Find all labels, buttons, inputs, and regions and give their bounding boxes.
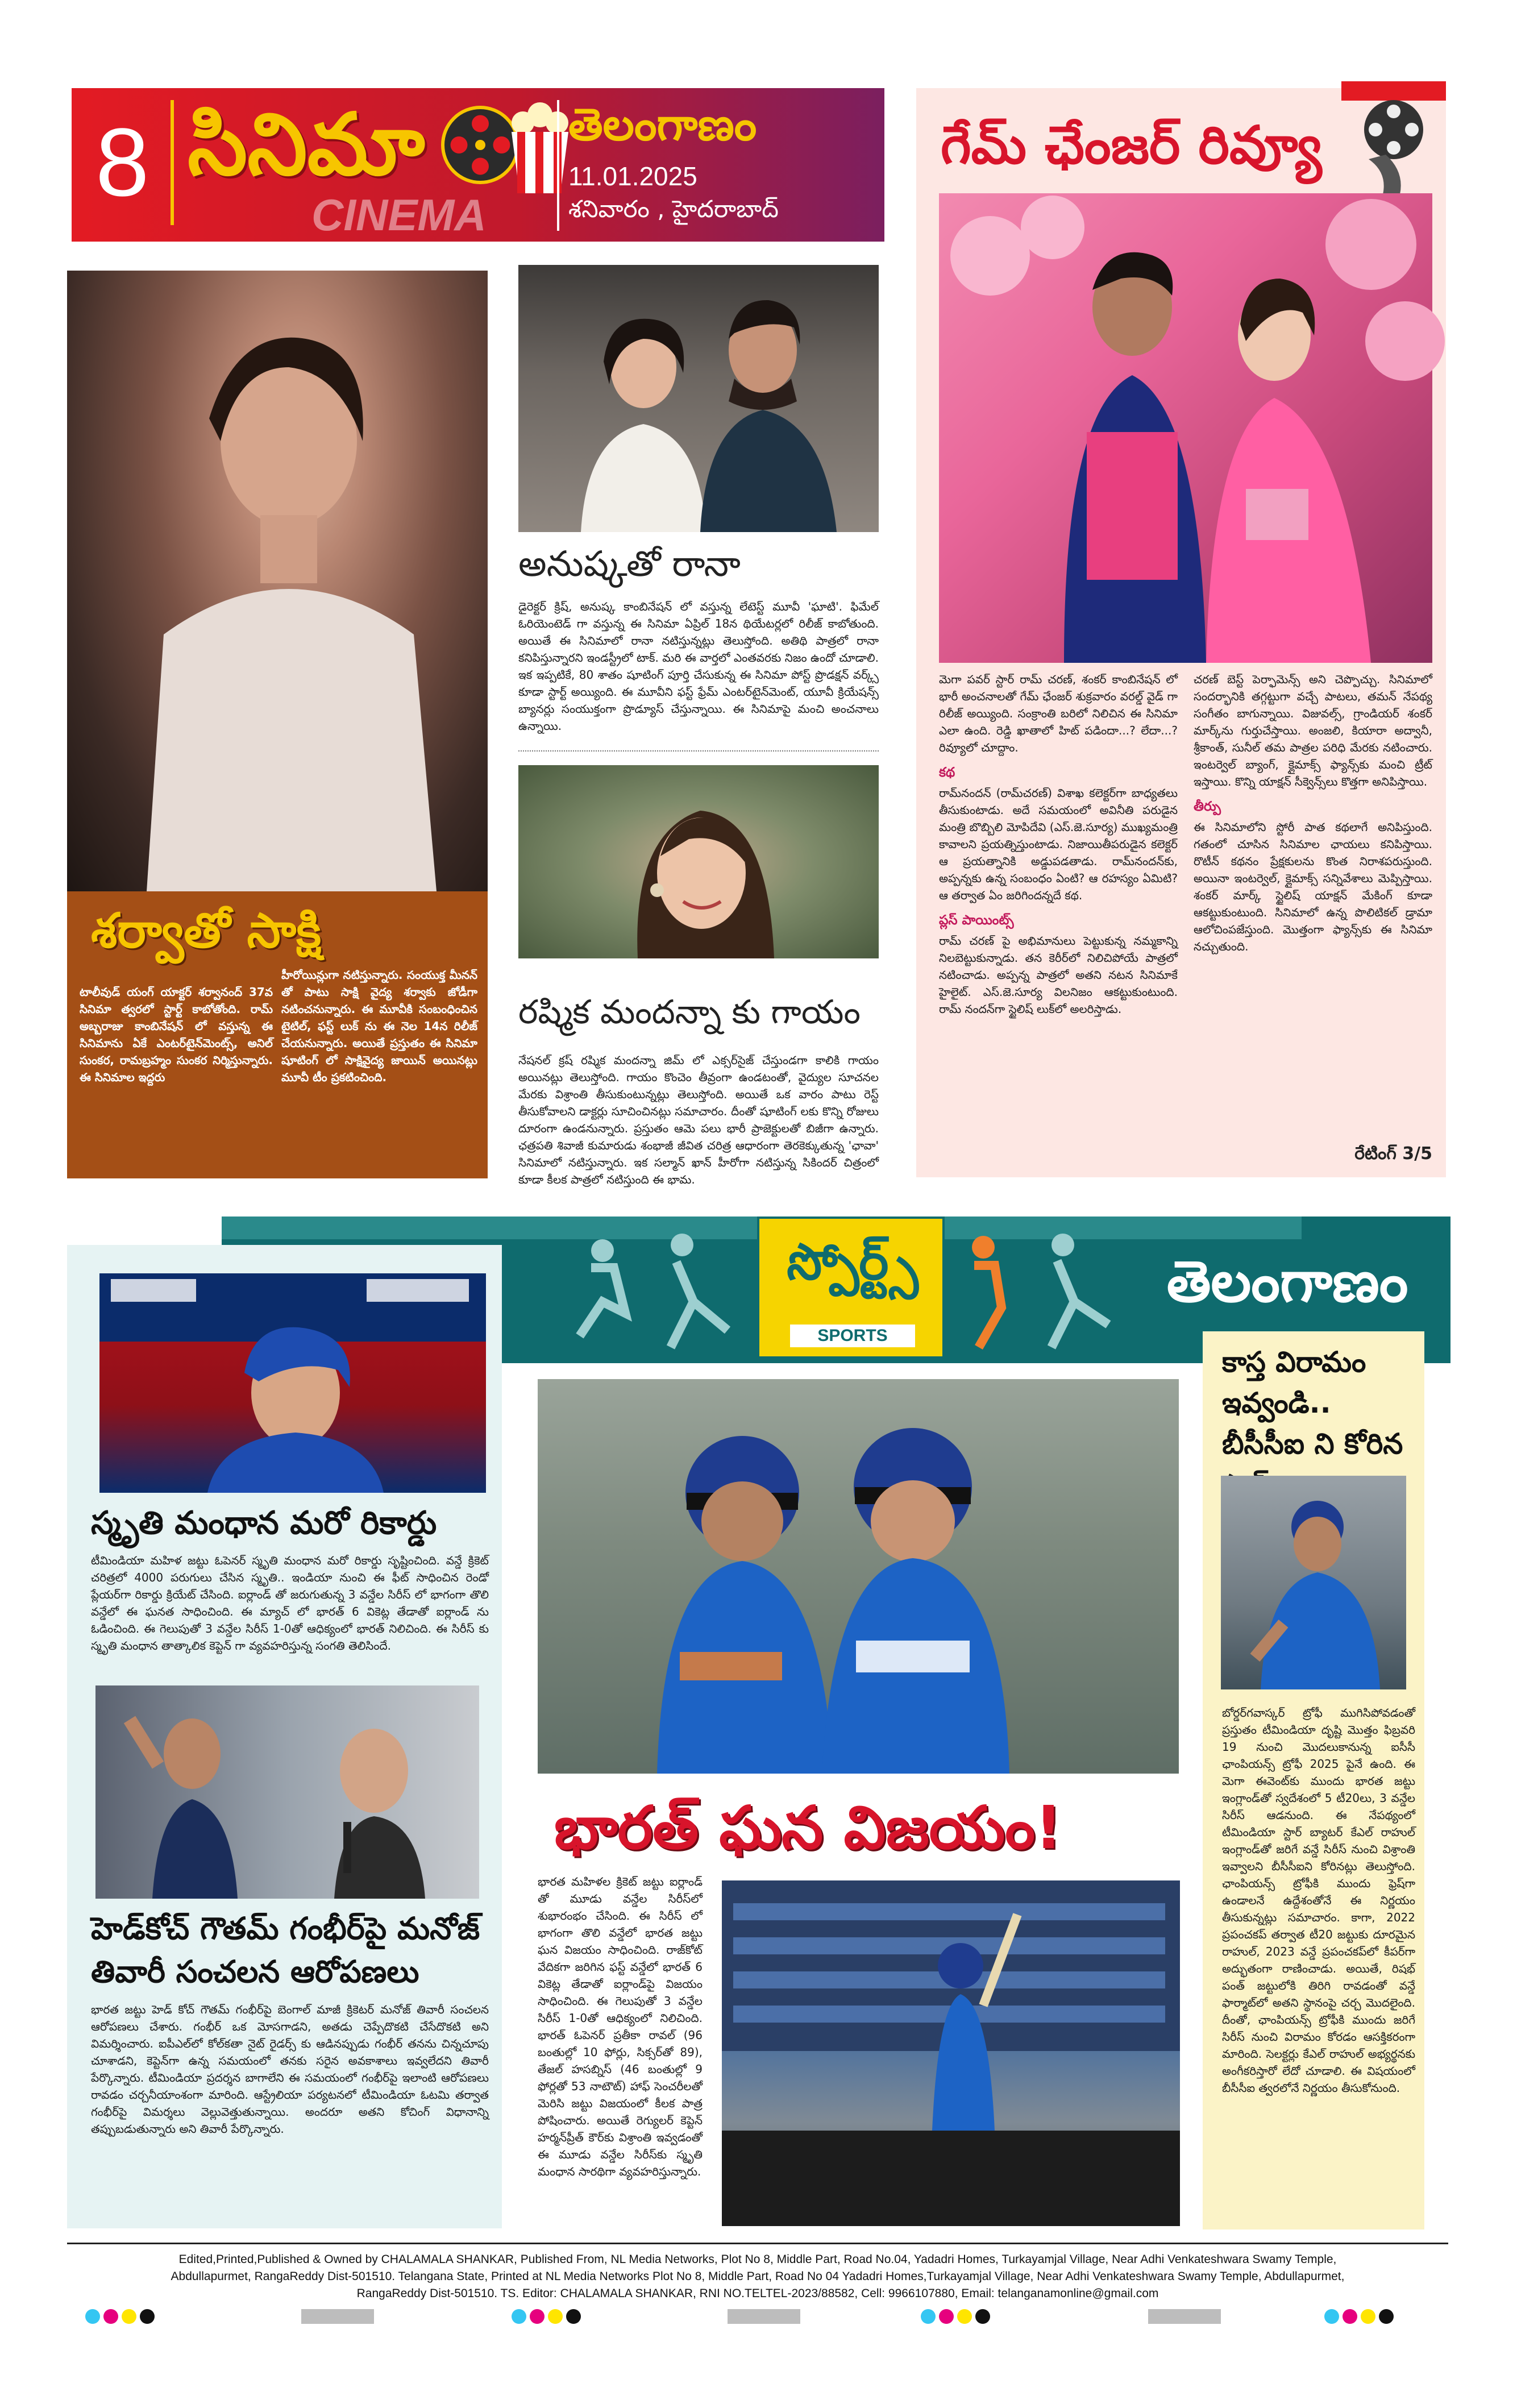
tiwary-gambhir-photo <box>95 1685 479 1899</box>
review-plus-label: ప్లస్ పాయింట్స్ <box>939 913 1014 928</box>
imprint-line-3: RangaReddy Dist-501510. TS. Editor: CHALAMALA SHANKAR, RNI NO.TELTEL-2023/88582, Cell: 9966107880, Email: telanganamonline@gmail.com <box>356 2287 1159 2300</box>
edition-date: 11.01.2025 <box>568 161 697 191</box>
smriti-body: టీమిండియా మహిళ జట్టు ఓపెనర్ స్మృతి మంధాన మరో రికార్డు సృష్టించింది. వన్డే క్రికెట్ చరిత్రలో 4000 పరుగులు చేసిన స్మృతి.. ఇండియా నుంచి ఈ ఫీట్ సాధించిన రెండో ప్లేయర్‌గా రికార్డు క్రియేట్ చేసింది. ఐర్లాండ్ తో జరుగుతున్న 3 వన్డేల సిరీస్ లో భాగంగా తొలి వన్డేలో ఈ ఘనత సాధించింది. ఈ మ్యాచ్ లో భారత్ 6 వికెట్ల తేడాతో ఐర్లాండ్ ను ఓడించింది. ఈ గెలుపుతో 3 వన్డేల సిరీస్ 1-0తో ఆధిక్యంలో భారత్ నిలిచింది. ఈ సిరీస్ కు స్మృతి మంధాన తాత్కాలిక కెప్టెన్ గా వ్యవహరిస్తున్న సంగతి తెలిసిందే. <box>91 1554 489 1653</box>
gambhir-body: భారత జట్టు హెడ్ కోచ్ గౌతమ్ గంభీర్‌పై బెంగాల్ మాజీ క్రికెటర్ మనోజ్ తివారీ సంచలన ఆరోపణలు చేశారు. గంభీర్ ఒక మోసగాడని, అతడు చెప్పేదొకటి చేసేదొకటి అని విమర్శించారు. ఐపీఎల్‌లో కోల్‌కతా నైట్ రైడర్స్ కు ఆడినప్పుడు గంభీర్ తనను చిన్నచూపు చూశాడని, కెప్టెన్‌గా ఉన్న సమయంలో తనకు సరైన అవకాశాలు ఇవ్వలేదని తివారీ పేర్కొన్నారు. టీమిండియా ప్రదర్శన బాగాలేని ఈ సమయంలో గంభీర్‌పై ఇలాంటి ఆరోపణలు రావడం చర్చనీయాంశంగా మారింది. ఆస్ట్రేలియా పర్యటనలో టీమిండియా ఓటమి తర్వాత గంభీర్‌పై విమర్శలు వెల్లువెత్తుతున్నాయి. అందరూ అతని కోచింగ్ విధానాన్ని తప్పుబడుతున్నారు అని తివారీ పేర్కొన్నారు. <box>91 2003 489 2136</box>
section-title: సినిమా <box>188 96 425 194</box>
smriti-photo <box>99 1273 486 1493</box>
sports-title: స్పోర్ట్స్ <box>787 1232 918 1291</box>
sports-players-icon <box>557 1222 750 1359</box>
india-women-batters-photo <box>538 1379 1179 1774</box>
rashmika-body: నేషనల్ క్రష్ రష్మిక మందన్నా జిమ్ లో ఎక్సర్‌సైజ్ చేస్తుండగా కాలికి గాయం అయినట్లు తెలుస్తోంది. గాయం కొంచెం తీవ్రంగా ఉండటంతో, వైద్యుల సూచనల మేరకు విశ్రాంతి తీసుకుంటున్నట్లు తెలుస్తోంది. అయితే ఒక వారం పాటు రెస్ట్ తీసుకోవాలని డాక్టర్లు సూచించినట్లు సమాచారం. దీంతో షూటింగ్ లకు కొన్ని రోజులు దూరంగా ఉండనున్నారు. ప్రస్తుతం ఆమె పలు భారీ ప్రాజెక్టులతో బిజీగా ఉన్నారు. ఛత్రపతి శివాజీ కుమారుడు శంభాజీ జీవిత చరిత్ర ఆధారంగా తెరకెక్కుతున్న 'ఛావా' సినిమాలో నటిస్తున్నారు. ఇక సల్మాన్ ఖాన్ హీరోగా నటిస్తున్న సికిందర్ చిత్రంలో కూడా కీలక పాత్రలో నటిస్తుంది ఈ భామ. <box>518 1053 879 1186</box>
page-number: 8 <box>95 109 149 217</box>
review-col1 <box>939 671 1178 1165</box>
rashmika-headline: రష్మిక మందన్నా కు గాయం <box>518 993 861 1031</box>
review-col2 <box>1194 671 1432 1137</box>
sakshi-headline: శర్వాతో సాక్షి <box>91 903 322 958</box>
kl-rahul-photo <box>1221 1476 1406 1689</box>
popcorn-icon <box>506 100 574 197</box>
rashmika-photo <box>518 765 879 958</box>
anushka-headline: అనుష్కతో రానా <box>518 543 741 584</box>
smriti-headline: స్మృతి మంధాన మరో రికార్డు <box>91 1505 437 1542</box>
imprint-line-1: Edited,Printed,Published & Owned by CHALAMALA SHANKAR, Published From, NL Media Networks, Plot No 8, Middle Part, Road No.04, Yadadri Homes, Turkayamjal Village, Near Adhi Venkateshwara Swamy Temple, <box>178 2253 1337 2266</box>
rahul-body: బోర్డర్‌గవాస్కర్ ట్రోఫీ ముగిసిపోవడంతో ప్రస్తుతం టీమిండియా దృష్టి మొత్తం ఫిబ్రవరి 19 నుంచి మొదలుకానున్న ఐసీసీ ఛాంపియన్స్ ట్రోఫీ 2025 పైనే ఉంది. ఈ మెగా ఈవెంట్‌కు ముందు భారత జట్టు ఇంగ్లాండ్‌తో స్వదేశంలో 5 టీ20లు, 3 వన్డేల సిరీస్ ఆడనుంది. ఈ నేపథ్యంలో టీమిండియా స్టార్ బ్యాటర్ కేఎల్ రాహుల్ ఇంగ్లాండ్‌తో జరిగే వన్డే సిరీస్ నుంచి విశ్రాంతి ఇవ్వాలని బీసీసీఐని కోరినట్లు తెలుస్తోంది. ఛాంపియన్స్ ట్రోఫీకి ముందు ఫ్రెష్‌గా ఉండాలనే ఉద్దేశంతోనే ఈ నిర్ణయం తీసుకున్నట్లు సమాచారం. కాగా, 2022 ప్రపంచకప్ తర్వాత టీ20 జట్టుకు దూరమైన రాహుల్, 2023 వన్డే ప్రపంచకప్‌లో కీపర్‌గా అద్భుతంగా రాణించాడు. అయితే, రిషభ్ పంత్ జట్టులోకి తిరిగి రావడంతో వన్డే ఫార్మాట్‌లో అతని స్థానంపై చర్చ మొదలైంది. దీంతో, ఛాంపియన్స్ ట్రోఫీకి ముందు జరిగే సిరీస్ నుంచి విరామం కోరడం ఆసక్తికరంగా మారింది. సెలక్టర్లు కేఎల్ రాహుల్ అభ్యర్థనకు అంగీకరిస్తారో లేదో చూడాలి. ఈ విషయంలో బీసీసీఐ త్వరలోనే నిర్ణయం తీసుకోనుంది. <box>1222 1706 1415 2095</box>
anushka-divider <box>518 750 879 752</box>
india-batter-stadium-photo <box>722 1880 1180 2226</box>
sakshi-body-left: టాలీవుడ్ యంగ్ యాక్టర్ శర్వానంద్ 37వ సినిమా త్వరలో స్టార్ట్ కాబోతోంది. రామ్ అబ్బరాజు కాంబినేషన్ లో వస్తున్న ఈ సినిమాను ఏకే ఎంటర్‌టైన్‌మెంట్స్, అనిల్ సుంకర, రామబ్రహ్మం సుంకర నిర్మిస్తున్నారు. ఈ సినిమాల ఇద్దరు <box>80 985 273 1084</box>
registration-marks-2 <box>512 2309 581 2324</box>
review-intro: మెగా పవర్ స్టార్ రామ్ చరణ్, శంకర్ కాంబినేషన్ లో భారీ అంచనాలతో గేమ్ ఛేంజర్ శుక్రవారం వరల్డ్ వైడ్ గా రిలీజ్ అయ్యింది. సంక్రాంతి బరిలో నిలిచిన ఈ సినిమా ఎలా ఉంది. రెడ్డి ఖాతాలో హిట్ పడిందా...? లేదా...? రివ్యూలో చూద్దాం. <box>939 672 1178 754</box>
review-plus-text: రామ్ చరణ్ పై అభిమానులు పెట్టుకున్న నమ్మకాన్ని నిలబెట్టుకున్నాడు. తన కెరీర్‌లో నిలిచిపోయే పాత్రలో నటించాడు. అప్పన్న పాత్రలో అతని నటన సినిమాకే హైలైట్. ఎస్.జె.సూర్య విలనిజం ఆకట్టుకుంటుంది. రామ్ నందన్‌గా స్టైలిష్ లుక్‌లో అలరిస్తాడు. <box>939 934 1178 1016</box>
film-strip-icon <box>1346 96 1443 204</box>
registration-marks-1 <box>85 2309 155 2324</box>
gray-bar-1 <box>301 2309 374 2324</box>
sakshi-photo <box>67 271 488 891</box>
anushka-body: డైరెక్టర్ క్రిష్, అనుష్క కాంబినేషన్ లో వస్తున్న లేటెస్ట్ మూవీ 'ఘాటి'. ఫిమేల్ ఓరియెంటెడ్ గా వస్తున్న ఈ సినిమా ఏప్రిల్ 18న థియేటర్లలో రిలీజ్ కాబోతుంది. అయితే ఈ సినిమాలో రానా నటిస్తున్నట్లు తెలుస్తోంది. అతిథి పాత్రలో రానా కనిపిస్తున్నారని ఇండస్ట్రీలో టాక్. మరి ఈ వార్తలో ఎంతవరకు నిజం ఉందో చూడాలి. ఇక ఇప్పటికే, 80 శాతం షూటింగ్ పూర్తి చేసుకున్న ఈ సినిమా పోస్ట్ ప్రొడక్షన్ వర్క్స్ కూడా స్టార్ట్ అయ్యింది. ఈ మూవీని ఫస్ట్ ఫ్రేమ్ ఎంటర్‌టైన్‌మెంట్, యూవీ క్రియేషన్స్ బ్యానర్లు సంయుక్తంగా ప్రొడ్యూస్ చేస్తున్నాయి. ఈ సినిమాపై మంచి అంచనాలు ఉన్నాయి. <box>518 600 879 733</box>
sakshi-body-right: హీరోయిన్లుగా నటిస్తున్నారు. సంయుక్త మీనన్ తో పాటు సాక్షి వైద్య శర్వాకు జోడీగా నటించనున్నారు. ఈ మూవీకి సంబంధించిన టైటిల్, ఫస్ట్ లుక్ ను ఈ నెల 14న రిలీజ్ చేయనున్నారు. అయితే ప్రస్తుతం ఈ సినిమా షూటింగ్ లో సాక్షివైద్య జాయిన్ అయినట్లు మూవీ టీం ప్రకటించింది. <box>281 968 477 1084</box>
india-win-body: భారత మహిళల క్రికెట్ జట్టు ఐర్లాండ్ తో మూడు వన్డేల సిరీస్‌లో శుభారంభం చేసింది. ఈ సిరీస్ లో భాగంగా తొలి వన్డేలో భారత జట్టు ఘన విజయం సాధించింది. రాజ్‌కోట్ వేదికగా జరిగిన ఫస్ట్ వన్డేలో భారత్ 6 వికెట్ల తేడాతో ఐర్లాండ్‌పై విజయం సాధించింది. ఈ గెలుపుతో 3 వన్డేల సిరీస్ 1-0తో ఆధిక్యంలో నిలిచింది. భారత్ ఓపెనర్ ప్రతీకా రావల్ (96 బంతుల్లో 10 ఫోర్లు, సిక్సర్‌తో 89), తేజల్ హసబ్నిస్ (46 బంతుల్లో 9 ఫోర్లతో 53 నాటౌట్) హాఫ్ సెంచరీలతో మెరిసి జట్టు విజయంలో కీలక పాత్ర పోషించారు. అయితే రెగ్యులర్ కెప్టెన్ హర్మన్‌ప్రీత్ కౌర్‌కు విశ్రాంతి ఇవ్వడంతో ఈ మూడు వన్డేల సిరీస్‌కు స్మృతి మంధాన సారథిగా వ్యవహరిస్తున్నారు. <box>538 1875 703 2178</box>
section-subtitle: CINEMA <box>311 190 487 240</box>
review-verdict-label: తీర్పు <box>1194 799 1221 814</box>
review-col2-text: చరణ్ బెస్ట్ పెర్ఫామెన్స్ అని చెప్పొచ్చు. సినిమాలో సందర్భానికి తగ్గట్టుగా వచ్చే పాటలు, తమన్ నేపథ్య సంగీతం బాగున్నాయి. విజువల్స్, గ్రాండియర్ శంకర్ మార్క్‌ను గుర్తుచేస్తాయి. అంజలి, కియారా అద్వానీ, శ్రీకాంత్, సునీల్ తమ పాత్రల పరిధి మేరకు నటించారు. ఇంటర్వెల్ బ్యాంగ్, క్లైమాక్స్ ఫ్యాన్స్‌కు మంచి ట్రీట్ ఇస్తాయి. కొన్ని యాక్షన్ సీక్వెన్స్‌లు కొత్తగా అనిపిస్తాయి. <box>1194 672 1432 788</box>
gambhir-headline: హెడ్‌కోచ్ గౌతమ్ గంభీర్‌పై మనోజ్ తివారీ సంచలన ఆరోపణలు <box>91 1911 480 1990</box>
masthead-divider <box>171 100 174 225</box>
registration-marks-3 <box>921 2309 990 2324</box>
sports-athletes-icon <box>949 1222 1120 1359</box>
anushka-rana-photo <box>518 265 879 532</box>
registration-marks-4 <box>1324 2309 1394 2324</box>
sports-paper-name: తెలంగాణం <box>1166 1248 1408 1315</box>
review-headline: గేమ్ ఛేంజర్ రివ్యూ <box>941 115 1322 176</box>
review-story-label: కథ <box>939 765 955 780</box>
footer-rule <box>67 2243 1448 2244</box>
review-verdict-text: ఈ సినిమాలోని స్టోరీ పాత కథలాగే అనిపిస్తుంది. గతంలో చూసిన సినిమాల ఛాయలు కనిపిస్తాయి. రొటీన్ కథనం ప్రేక్షకులను కొంత నిరాశపరుస్తుంది. అయినా ఇంటర్వెల్, క్లైమాక్స్ సన్నివేశాలు మెప్పిస్తాయి. శంకర్ మార్క్ స్టైలిష్ యాక్షన్ మేకింగ్ కూడా ఆకట్టుకుంటుంది. సినిమాలో ఉన్న పొలిటికల్ డ్రామా ఆలోచింపజేస్తుంది. మొత్తంగా ఫ్యాన్స్‌కు ఈ సినిమా నచ్చుతుంది. <box>1194 820 1432 953</box>
review-story-text: రామ్‌నందన్ (రామ్‌చరణ్) విశాఖ కలెక్టర్‌గా బాధ్యతలు తీసుకుంటాడు. అదే సమయంలో అవినీతి పరుడైన మంత్రి బొబ్బిలి మోపిదేవి (ఎస్.జె.సూర్య) ముఖ్యమంత్రి కావాలని ప్రయత్నిస్తుంటాడు. నిజాయితీపరుడైన కలెక్టర్ ఆ ప్రయత్నానికి అడ్డుపడతాడు. రామ్‌నందన్‌కు, అప్పన్నకు ఉన్న సంబంధం ఏంటి? ఆ రహస్యం ఏమిటి? ఆ తర్వాత ఏం జరిగిందన్నదే కథ. <box>939 786 1178 902</box>
paper-name-logo: తెలంగాణం <box>568 99 757 151</box>
masthead-divider-right <box>557 100 559 231</box>
edition-day-city: శనివారం , హైదరాబాద్ <box>568 195 779 223</box>
gray-bar-3 <box>1148 2309 1221 2324</box>
india-win-headline: భారత్ ఘన విజయం! <box>554 1793 1062 1862</box>
rahul-headline: కాస్త విరామం ఇవ్వండి.. బీసీసీఐ ని కోరిన <box>1222 1346 1403 1460</box>
review-rating: రేటింగ్ 3/5 <box>1354 1144 1432 1164</box>
gray-bar-2 <box>728 2309 800 2324</box>
sports-subtitle: SPORTS <box>790 1325 915 1347</box>
imprint-line-2: Abdullapurmet, RangaReddy Dist-501510. Telangana State, Printed at NL Media Networks Plot No 8, Middle Part, Road No 04 Yadadri Homes,Turkayamjal Village, Near Adhi Venkateshwara Swamy Temple, Abdullapurmet, <box>171 2270 1345 2283</box>
game-changer-poster <box>939 193 1432 663</box>
